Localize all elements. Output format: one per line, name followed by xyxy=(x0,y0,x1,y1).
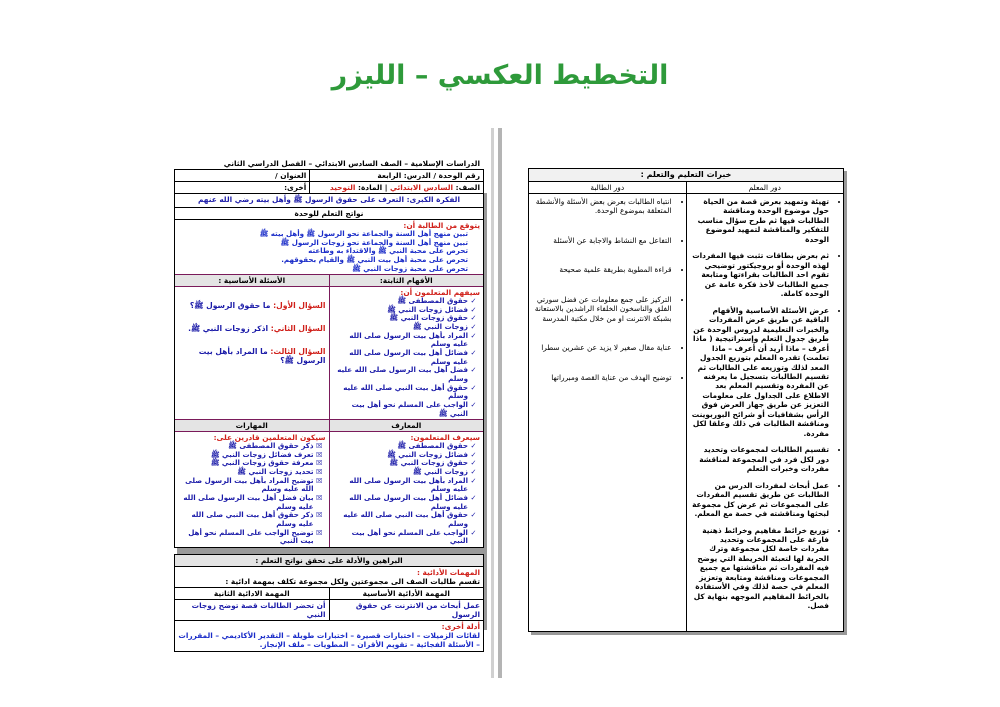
evidence-box xyxy=(174,554,484,652)
understanding-item: ✓ فضل أهل بيت الرسول صلى الله عليه وسلم xyxy=(333,366,469,383)
skills-header: المهارات xyxy=(235,421,268,431)
tasks-section: المهمات الأدائية : تقسم طالبات الصف الى مجموعتين ولكل مجموعة تكلف بمهمة ادائية : xyxy=(225,567,480,586)
knowledge-item: ✓ فضائل أهل بيت الرسول صلى الله عليه وسلم xyxy=(333,494,469,511)
expectation-item: تبين منهج أهل السنة والجماعة نحو الرسول ﷺ وأهل بيته ﷺ xyxy=(259,229,468,238)
subject-header: الدراسات الإسلامية – الصف السادس الابتدائي – الفصل الدراسي الثاني xyxy=(223,159,480,168)
knowledge-item: ✓ الواجب على المسلم نحو أهل بيت النبي xyxy=(333,529,469,546)
unit-title: العنوان / xyxy=(175,170,310,181)
task2-header: المهمة الادائية الثانية xyxy=(213,588,290,598)
expectation-item: تحرص على محبة زوجات النبي ﷺ xyxy=(352,263,468,273)
task1-text: عمل أبحاث من الانترنت عن حقوق الرسول xyxy=(329,600,484,620)
essential-question: السؤال الأول: ما حقوق الرسول ﷺ؟ xyxy=(189,301,326,311)
skill-item: ☒ ذكر حقوق المصطفى ﷺ xyxy=(178,442,314,451)
expectations-section xyxy=(175,220,483,275)
skill-item: ☒ تعرف فضائل زوجات النبي ﷺ xyxy=(178,451,314,460)
knowledge-item: ✓ حقوق زوجات النبي ﷺ xyxy=(333,459,469,468)
skill-item: ☒ توضيح المراد بأهل بيت الرسول صلى الله عليه وسلم xyxy=(178,477,314,494)
knowledge-item: ✓ زوجات النبي ﷺ xyxy=(333,468,469,477)
teacher-role-item: • ثم بعرض بطاقات تثبت فيها المفردات لهذه الوحدة أو بروجيكتور توضيحي تقوم احد الطالبات بقراءتها ومتابعة جميع الطالبات لأخذ فكرة عامة عن الوحدة كاملة. xyxy=(691,251,830,298)
teacher-role-item: • عمل أبحاث لمفردات الدرس من الطالبات عن طريق تقسيم المفردات على المجموعات ثم عرض كل مجموعة لبحثها ومناقشته في حصة مع المعلم. xyxy=(691,481,830,519)
expectation-item: تحرص على محبة النبي ﷺ والاقتداء به وطاعته xyxy=(308,246,468,256)
page-divider xyxy=(491,128,502,678)
unit-number: رقم الوحدة / الدرس: الرابعة xyxy=(377,171,480,180)
teacher-role-header: دور المعلم xyxy=(686,182,844,193)
page-title: التخطيط العكسي – الليزر xyxy=(331,60,669,91)
other-field: أخرى: xyxy=(175,182,310,193)
understandings-header: الأفهام الثابتة: xyxy=(329,275,484,286)
teacher-role-item: • توزيع خرائط مفاهيم وخرائط ذهنية فارغة على المجموعات وتحديد مفردات خاصة لكل مجموعة وترك الحرية لها لتعبئة الخريطة التي يوضح فيه المفردات ثم مناقشتها مع جميع المجموعات ومناقشة ومتابعة وتعزيز المعلم في حصة لذلك وفي الأستفادة بالخرائط المفاهيم الموجهه بنهاية كل فصل. xyxy=(691,526,830,611)
expectation-item: تحرص على محبة أهل بيت النبي ﷺ والقيام بحقوقهم. xyxy=(281,254,468,264)
knowledge-item: ✓ حقوق المصطفى ﷺ xyxy=(333,442,469,451)
big-idea: الفكرة الكبرى: التعرف على حقوق الرسول ﷺ وأهل بيته رضي الله عنهم xyxy=(175,194,483,208)
understanding-item: ✓ زوجات النبي ﷺ xyxy=(333,323,469,332)
task1-header: المهمة الأدائية الأساسية xyxy=(329,588,484,599)
essential-question: السؤال الثالث: ما المراد بأهل بيت الرسول ﷺ؟ xyxy=(198,347,326,366)
unit-plan-page xyxy=(174,158,484,650)
skill-item: ☒ توضيح الواجب على المسلم نحو أهل بيت النبي xyxy=(178,529,314,546)
knowledge-section: سيعرف المتعلمون: ✓ حقوق المصطفى ﷺ ✓ فضائل زوجات النبي ﷺ ✓ حقوق زوجات النبي ﷺ ✓ زوجات النبي ﷺ ✓ المراد بأهل بيت الرسول صلى الله عليه وسلم ✓ فضائل أهل بيت الرسول صلى الله عليه وسلم ✓ حقوق أهل بيت النبي صلى الله عليه وسلم ✓ الواجب على المسلم نحو أهل بيت النبي xyxy=(329,432,484,547)
teacher-role-column xyxy=(686,194,844,631)
understanding-item: ✓ الواجب على المسلم نحو أهل بيت النبي ﷺ xyxy=(333,401,469,418)
other-evidence: أدلة أخرى: لقائات الزميلات – اختبارات قصيرة – اختبارات طويلة – التقدير الأكاديمي – المقررات – الأسئلة الفجائية – تقويم الأقران – المطويات – ملف الإنجاز. xyxy=(178,621,480,650)
student-role-column xyxy=(529,194,686,631)
skill-item: ☒ تحديد زوجات النبي ﷺ xyxy=(178,468,314,477)
student-role-item: • عناية مقال صغير لا يزيد عن عشرين سطرا xyxy=(533,343,672,352)
understandings-section: سيفهم المتعلمون أن: ✓ حقوق المصطفى ﷺ ✓ فضائل زوجات النبي ﷺ ✓ حقوق زوجات النبي ﷺ ✓ زوجات النبي ﷺ ✓ المراد بأهل بيت الرسول صلى الله عليه وسلم ✓ فضائل أهل بيت الرسول صلى الله عليه وسلم ✓ فضل أهل بيت الرسول صلى الله عليه وسلم ✓ حقوق أهل بيت النبي صلى الله عليه وسلم ✓ الواجب على المسلم نحو أهل بيت النبي ﷺ xyxy=(329,287,484,419)
student-role-item: • انتباه الطالبات بعرض بعض الأسئلة والأنشطة المتعلقة بموضوع الوحدة. xyxy=(533,197,672,216)
outcomes-title: نواتج التعلم للوحدة xyxy=(175,208,483,220)
expectations-title: يتوقع من الطالبة أن: xyxy=(403,221,480,230)
understanding-item: ✓ حقوق المصطفى ﷺ xyxy=(333,297,469,306)
understanding-item: ✓ حقوق أهل بيت النبي صلى الله عليه وسلم xyxy=(333,384,469,401)
evidence-header: البراهين والأدلة على تحقق نواتج التعلم : xyxy=(175,555,483,567)
understanding-item: ✓ فضائل زوجات النبي ﷺ xyxy=(333,306,469,315)
student-role-item: • قراءة المطوية بطريقة علمية صحيحة xyxy=(533,265,672,274)
skill-item: ☒ معرفة حقوق زوجات النبي ﷺ xyxy=(178,459,314,468)
teacher-role-item: • عرض الأسئلة الأساسية والأفهام الباقية عن طريق عرض المفردات والخبرات التعليمية لدروس الوحدة عن طريق جدول التعلم وإستراتيجية ( ماذا أعرف – ماذا أريد أن أعرف – ماذا تعلمت) تقدره المعلم بتوزيع الجدول المعد لذلك وتوزيعه على الطالبات ثم تقسيم الطالبات بتسجيل ما يعرفنه عن المفردة وتقسيم المعلم بعد الاطلاع على الجداول على معلومات التعزيز عن طريق جهاز العرض فوق الرأس بشفافيات أو شرائح البوربوينت ومناقشة الطالبات في ذلك وعلقا لكل مفردة. xyxy=(691,306,830,439)
experiences-header: خبرات التعليم والتعلم : xyxy=(529,169,843,182)
understanding-item: ✓ المراد بأهل بيت الرسول صلى الله عليه وسلم xyxy=(333,332,469,349)
student-role-item: • التفاعل مع النشاط والاجابة عن الأسئلة xyxy=(533,236,672,245)
student-role-item: • التركيز على جمع معلومات عن فضل سورتي الفلق والناسخون الخلفاء الراشدين بالاستعانة بشبكة الانترنت او من خلال مكتبة المدرسة xyxy=(533,295,672,323)
teacher-role-item: • تقسيم الطالبات لمجموعات وتحديد دور لكل فرد في المجموعة لمناقشة مفردات وخبرات التعلم xyxy=(691,445,830,473)
essential-questions-header: الأسئلة الأساسية : xyxy=(218,276,286,286)
skill-item: ☒ بيان فضل أهل بيت الرسول صلى الله عليه وسلم xyxy=(178,494,314,511)
essential-questions-section xyxy=(175,287,329,419)
expectation-item: تبين منهج أهل السنة والجماعة نحو زوجات الرسول ﷺ xyxy=(280,237,468,247)
knowledge-header: المعارف xyxy=(329,420,484,431)
skill-item: ☒ ذكر حقوق أهل بيت النبي صلى الله عليه وسلم xyxy=(178,511,314,528)
knowledge-item: ✓ فضائل زوجات النبي ﷺ xyxy=(333,451,469,460)
grade-row: الصف: السادس الابتدائي | المادة: التوحيد xyxy=(329,183,480,192)
knowledge-item: ✓ حقوق أهل بيت النبي صلى الله عليه وسلم xyxy=(333,511,469,528)
understanding-item: ✓ فضائل أهل بيت الرسول صلى الله عليه وسلم xyxy=(333,349,469,366)
student-role-header: دور الطالبة xyxy=(590,183,625,192)
knowledge-item: ✓ المراد بأهل بيت الرسول صلى الله عليه وسلم xyxy=(333,477,469,494)
student-role-item: • توضيح الهدف من عناية القصة ومبرراتها xyxy=(533,373,672,382)
essential-question: السؤال الثاني: اذكر زوجات النبي ﷺ. xyxy=(188,324,326,334)
teacher-role-item: • تهيئة وتمهيد بعرض قصة من الحياة حول موضوع الوحدة ومناقشة الطالبات فيها ثم طرح سؤال مناسب للتفكير والمناقشة لتمهيد لموضوع الوحدة xyxy=(691,197,830,244)
skills-section: سيكون المتعلمين قادرين على: ☒ ذكر حقوق المصطفى ﷺ ☒ تعرف فضائل زوجات النبي ﷺ ☒ معرفة حقوق زوجات النبي ﷺ ☒ تحديد زوجات النبي ﷺ ☒ توضيح المراد بأهل بيت الرسول صلى الله عليه وسلم ☒ بيان فضل أهل بيت الرسول صلى الله عليه وسلم ☒ ذكر حقوق أهل بيت النبي صلى الله عليه وسلم ☒ توضيح الواجب على المسلم نحو أهل بيت النبي xyxy=(175,432,329,547)
understanding-item: ✓ حقوق زوجات النبي ﷺ xyxy=(333,314,469,323)
learning-experiences-page xyxy=(528,168,844,632)
task2-text: أن تحضر الطالبات قصة توضح زوجات النبي xyxy=(191,600,326,619)
